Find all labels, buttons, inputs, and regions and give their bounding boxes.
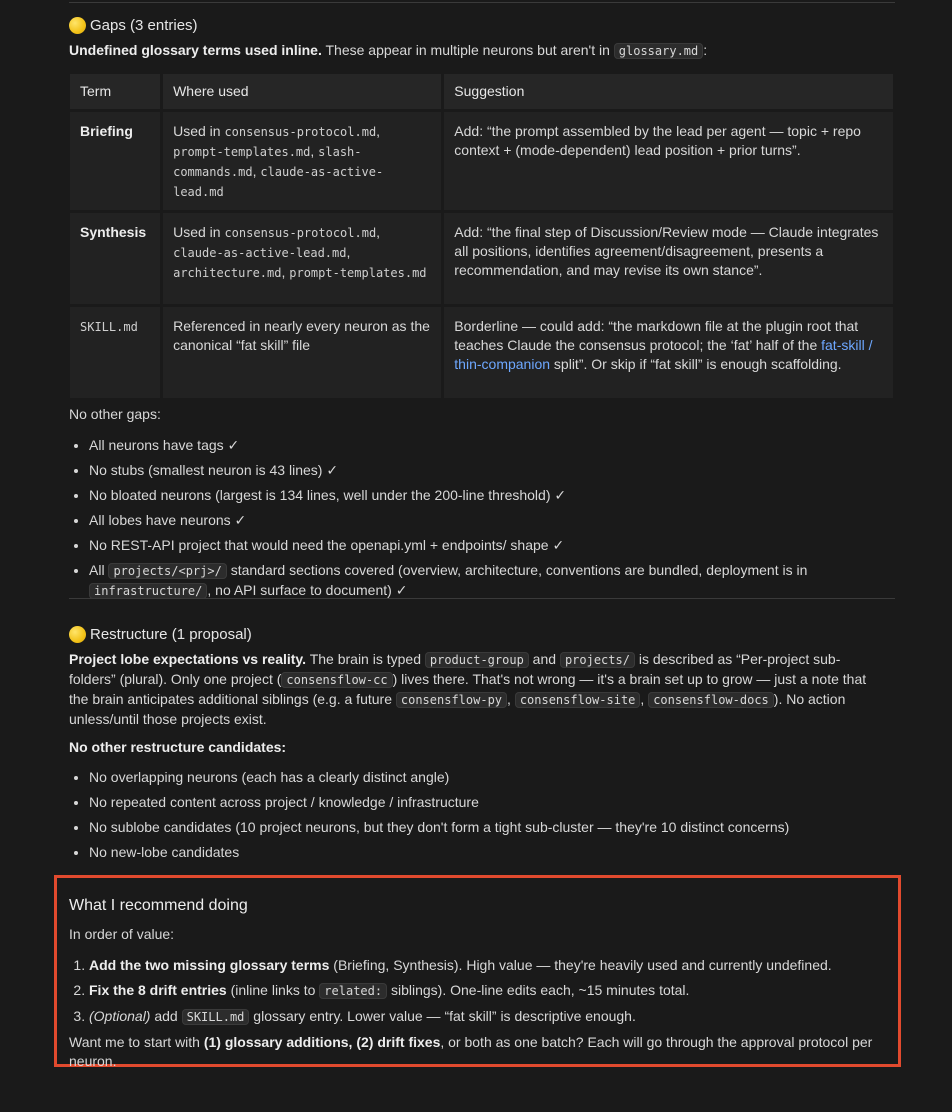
list-item: 1. Add the two missing glossary terms (Briefing, Synthesis). High value — they're heavily used and currently undefined. <box>89 956 899 975</box>
table-row <box>70 307 893 398</box>
suggestion-cell: Add: “the final step of Discussion/Review mode — Claude integrates all positions, identifies agreement/disagreement, presents a recommendation, and may revise its own stance”. <box>444 213 893 304</box>
recommendation-list <box>69 956 899 1027</box>
list-item: • No repeated content across project / knowledge / infrastructure <box>89 793 889 812</box>
list-item: • No overlapping neurons (each has a clearly distinct angle) <box>89 768 889 787</box>
where-used-cell: Used in consensus-protocol.md, claude-as-active-lead.md, architecture.md, prompt-templates.md <box>163 213 441 304</box>
list-item: • All lobes have neurons ✓ <box>89 511 889 530</box>
table-header-row <box>70 74 893 109</box>
suggestion-cell: Borderline — could add: “the markdown file at the plugin root that teaches Claude the consensus protocol; the ‘fat’ half of the fat-skill / thin-companion split”. Or skip if “fat skill” is enough scaffolding. <box>444 307 893 398</box>
fat-skill-link[interactable]: fat-skill / thin-companion <box>454 337 873 372</box>
restructure-paragraph: Project lobe expectations vs reality. The brain is typed product-group and projects/ is described as “Per-project sub-folders” (plural). Only one project ( consensflow-cc ) lives there. That's not wrong — it's a brain set up to grow — just a note that the brain anticipates additional siblings (e.g. a future consensflow-py , consensflow-site , consensflow-docs ). No action unless/until those projects exist. <box>69 651 867 727</box>
gaps-table <box>67 71 896 401</box>
yellow-circle-icon <box>69 626 86 643</box>
recommendation-heading: What I recommend doing <box>69 897 248 914</box>
recommendation-closing: Want me to start with (1) glossary additions, (2) drift fixes, or both as one batch? Each will go through the approval protocol per neuron. <box>69 1034 873 1069</box>
list-item: • All projects/<prj>/ standard sections covered (overview, architecture, conventions are bundled, deployment is in infrastructure/ , no API surface to document) ✓ <box>89 561 889 601</box>
top-divider <box>69 2 895 3</box>
gaps-check-list <box>69 436 889 607</box>
list-item: • No bloated neurons (largest is 134 lines, well under the 200-line threshold) ✓ <box>89 486 889 505</box>
table-row <box>70 112 893 210</box>
restructure-heading: Restructure (1 proposal) <box>69 625 252 644</box>
recommendation-section <box>69 896 899 1071</box>
list-item: • No new-lobe candidates <box>89 843 889 862</box>
where-used-cell: Referenced in nearly every neuron as the canonical “fat skill” file <box>163 307 441 398</box>
restructure-list <box>69 768 889 868</box>
list-item: • No stubs (smallest neuron is 43 lines) ✓ <box>89 461 889 480</box>
table-row <box>70 213 893 304</box>
column-header-term: Term <box>70 74 160 109</box>
recommendation-intro: In order of value: <box>69 926 175 942</box>
list-item: • No sublobe candidates (10 project neurons, but they don't form a tight sub-cluster — they're 10 distinct concerns) <box>89 818 889 837</box>
term-cell: Synthesis <box>70 213 160 304</box>
gaps-intro: Undefined glossary terms used inline. These appear in multiple neurons but aren't in glossary.md : <box>69 42 708 58</box>
term-cell: SKILL.md <box>70 307 160 398</box>
term-cell: Briefing <box>70 112 160 210</box>
column-header-suggestion: Suggestion <box>444 74 893 109</box>
no-other-gaps: No other gaps: <box>69 406 161 422</box>
yellow-circle-icon <box>69 17 86 34</box>
list-item: • No REST-API project that would need the openapi.yml + endpoints/ shape ✓ <box>89 536 889 555</box>
no-other-restructure: No other restructure candidates: <box>69 739 287 755</box>
suggestion-cell: Add: “the prompt assembled by the lead per agent — topic + repo context + (mode-dependent) lead position + prior turns”. <box>444 112 893 210</box>
list-item: 2. Fix the 8 drift entries (inline links to related: siblings). One-line edits each, ~15 minutes total. <box>89 981 899 1001</box>
list-item: • All neurons have tags ✓ <box>89 436 889 455</box>
section-divider <box>69 598 895 599</box>
gaps-heading: Gaps (3 entries) <box>69 16 198 35</box>
where-used-cell: Used in consensus-protocol.md, prompt-templates.md, slash-commands.md, claude-as-active-lead.md <box>163 112 441 210</box>
list-item: 3. (Optional) add SKILL.md glossary entry. Lower value — “fat skill” is descriptive enough. <box>89 1007 899 1027</box>
column-header-where-used: Where used <box>163 74 441 109</box>
